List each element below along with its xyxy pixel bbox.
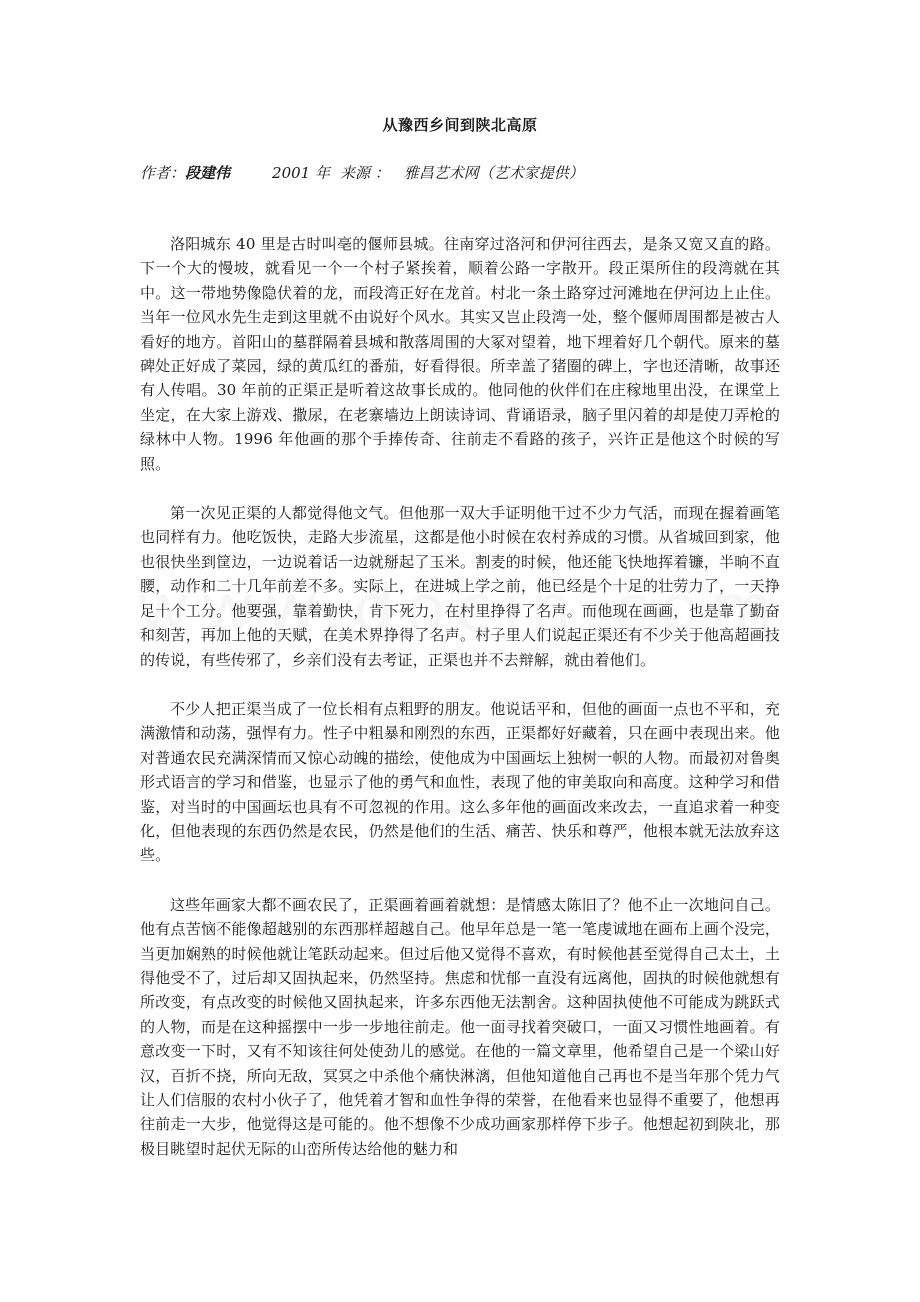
- publish-year: 2001 年: [272, 164, 330, 182]
- paragraph: 第一次见正渠的人都觉得他文气。但他那一双大手证明他干过不少力气活，而现在握着画笔也同样有力。他吃饭快，走路大步流星，这都是他小时候在农村养成的习惯。从省城回到家，他也很快坐到筐边，一边说着话一边就掰起了玉米。割麦的时候，他还能飞快地挥着镰，半晌不直腰，动作和二十几年前差不多。实际上，在进城上学之前，他已经是个十足的壮劳力了，一天挣足十个工分。他要强，靠着勤快，肯下死力，在村里挣得了名声。而他现在画画，也是靠了勤奋和刻苦，再加上他的天赋，在美术界挣得了名声。村子里人们说起正渠还有不少关于他高超画技的传说，有些传邪了，乡亲们没有去考证，正渠也并不去辩解，就由着他们。: [140, 504, 780, 669]
- paragraph: 洛阳城东 40 里是古时叫亳的偃师县城。往南穿过洛河和伊河往西去，是条又宽又直的路。下一个大的慢坡，就看见一个一个村子紧挨着，顺着公路一字散开。段正渠所住的段湾就在其中。这一带地势像隐伏着的龙，而段湾正好在龙首。村北一条土路穿过河滩地在伊河边上止住。当年一位风水先生走到这里就不由说好个风水。其实又岂止段湾一处，整个偃师周围都是被古人看好的地方。首阳山的墓群隔着县城和散落周围的大冢对望着，地下埋着好几个朝代。原来的墓碑处正好成了菜园，绿的黄瓜红的番茄，好看得很。所幸盖了猪圈的碑上，字也还清晰，故事还有人传唱。30 年前的正渠正是听着这故事长成的。他同他的伙伴们在庄稼地里出没，在课堂上坐定，在大家上游戏、撒尿，在老寨墙边上朗读诗词、背诵语录，脑子里闪着的却是使刀弄枪的绿林中人物。1996 年他画的那个手捧传奇、往前走不看路的孩子，兴许正是他这个时候的写照。: [140, 235, 780, 473]
- paragraph: 不少人把正渠当成了一位长相有点粗野的朋友。他说话平和，但他的画面一点也不平和，充满激情和动荡，强悍有力。性子中粗暴和刚烈的东西，正渠都好好藏着，只在画中表现出来。他对普通农民充满深情而又惊心动魄的描绘，使他成为中国画坛上独树一帜的人物。而最初对鲁奥形式语言的学习和借鉴，也显示了他的勇气和血性，表现了他的审美取向和高度。这种学习和借鉴，对当时的中国画坛也具有不可忽视的作用。这么多年他的画面改来改去，一直追求着一种变化，但他表现的东西仍然是农民，仍然是他们的生活、痛苦、快乐和尊严，他根本就无法放弃这些。: [140, 699, 780, 865]
- page-title: 从豫西乡间到陕北高原: [382, 116, 538, 134]
- paragraph: 这些年画家大都不画农民了，正渠画着画着就想：是情感太陈旧了？他不止一次地问自己。他有点苦恼不能像超越别的东西那样超越自己。他早年总是一笔一笔虔诚地在画布上画个没完，当更加娴熟的时候他就让笔跃动起来。但过后他又觉得不喜欢，有时候他甚至觉得自己太土，土得他受不了，过后却又固执起来，仍然坚持。焦虑和忧郁一直没有远离他，固执的时候他就想有所改变，有点改变的时候他又固执起来，许多东西他无法割舍。这种固执使他不可能成为跳跃式的人物，而是在这种摇摆中一步一步地往前走。他一面寻找着突破口，一面又习惯性地画着。有意改变一下时，又有不知该往何处使劲儿的感觉。在他的一篇文章里，他希望自己是一个梁山好汉，百折不挠，所向无敌，冥冥之中杀他个痛快淋漓，但他知道他自己再也不是当年那个凭力气让人们信服的农村小伙子了，他凭着才智和血性争得的荣誉，在他看来也显得不重要了，他想再往前走一大步，他觉得这是可能的。他不想像不少成功画家那样停下步子。他想起初到陕北，那极目眺望时起伏无际的山峦所传达给他的魅力和: [140, 895, 780, 1158]
- source-value: 雅昌艺术网（艺术家提供）: [403, 164, 584, 182]
- article-body: [140, 232, 780, 1186]
- author-name: 段建伟: [185, 164, 231, 182]
- source-label: 来源 ：: [339, 164, 390, 182]
- byline: [140, 162, 780, 183]
- author-label: 作者：: [140, 164, 186, 182]
